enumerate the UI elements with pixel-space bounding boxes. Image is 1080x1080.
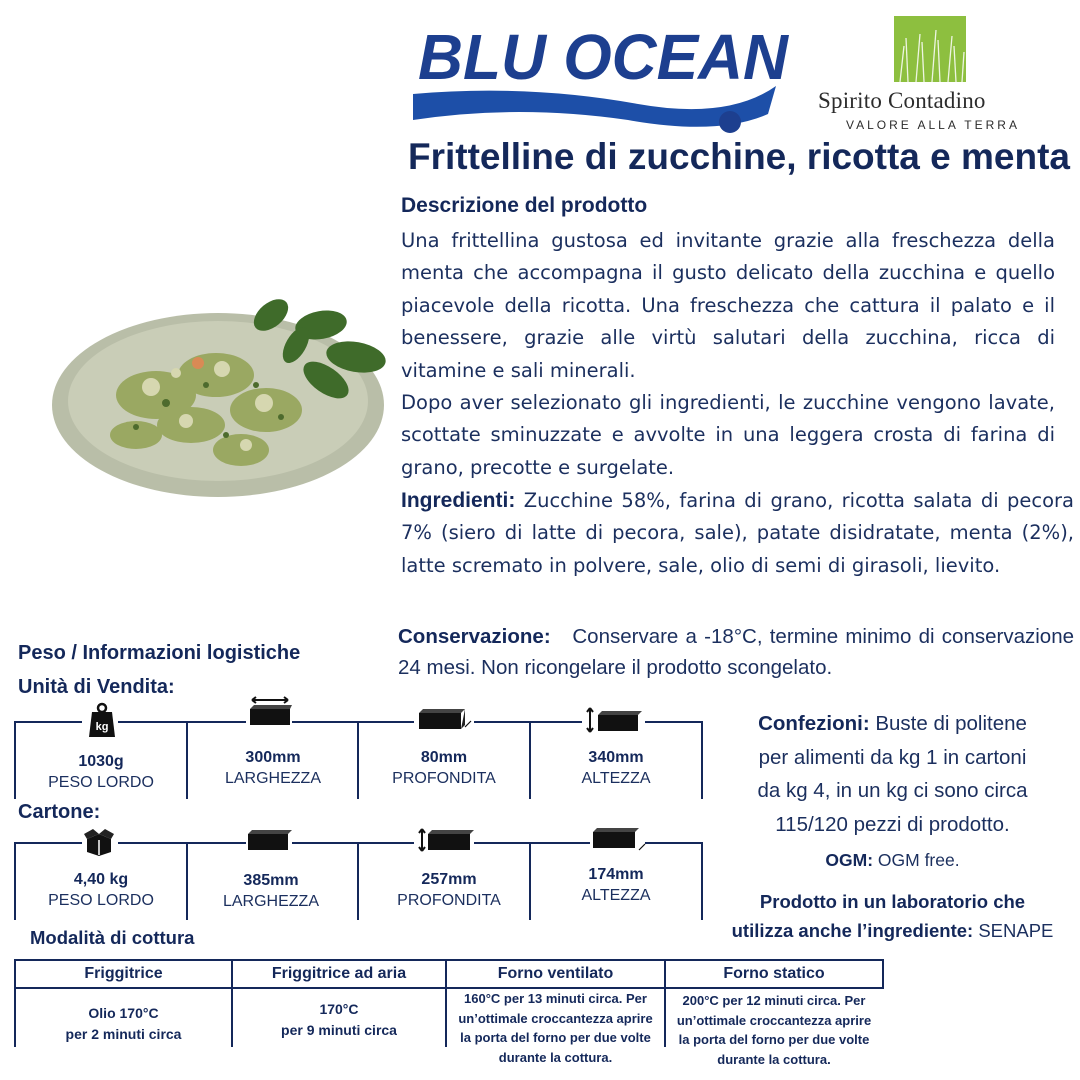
description-heading: Descrizione del prodotto [401, 194, 648, 217]
unit-height-label: ALTEZZA [581, 770, 651, 787]
unit-weight-value: 1030g [78, 753, 124, 770]
carton-height-value: 174mm [588, 866, 644, 883]
cooking-fryer-text [16, 1003, 231, 1045]
cooking-heading: Modalità di cottura [30, 927, 195, 948]
partner-name: Spirito Contadino [818, 88, 986, 113]
carton-width-label: LARGHEZZA [222, 893, 319, 910]
cooking-static-oven-line-1: 200°C per 12 minuti circa. Per [682, 993, 866, 1008]
ogm-label: OGM: [825, 850, 874, 870]
packaging-label: Confezioni: [758, 712, 870, 735]
allergen-value: SENAPE [978, 920, 1054, 941]
width-box-icon [246, 828, 292, 852]
cooking-table [14, 959, 884, 1067]
cooking-static-oven-line-3: la porta del forno per due volte [678, 1032, 870, 1047]
carton-weight-cell [16, 870, 186, 912]
unit-height-cell [531, 748, 701, 790]
unit-weight-cell [16, 752, 186, 794]
lab-line-2: utilizza anche l’ingrediente: [731, 920, 974, 941]
cooking-fan-oven-line-4: durante la cottura. [498, 1049, 613, 1065]
packaging-line-4: 115/120 pezzi di prodotto. [775, 812, 1010, 836]
cooking-air-fryer-line-1: 170°C [319, 1001, 359, 1017]
partner-tagline: VALORE ALLA TERRA [846, 118, 1020, 132]
unit-height-value: 340mm [588, 749, 644, 766]
svg-text:kg: kg [95, 721, 109, 733]
carton-weight-label: PESO LORDO [48, 892, 154, 909]
cooking-fryer-line-2: per 2 minuti circa [65, 1026, 182, 1042]
carton-width-value: 385mm [243, 872, 299, 889]
conservation-label: Conservazione: [398, 625, 551, 648]
carton-height-label: ALTEZZA [581, 887, 651, 904]
cooking-fan-oven-text [447, 989, 664, 1067]
cooking-air-fryer-text [233, 999, 445, 1041]
width-box-icon [248, 694, 292, 728]
description-text [401, 225, 1055, 484]
weight-icon [88, 702, 116, 738]
packaging-line-3: da kg 4, in un kg ci sono circa [757, 779, 1028, 802]
ogm-info [725, 850, 1060, 871]
cooking-static-oven-line-4: durante la cottura. [717, 1051, 831, 1067]
unit-width-value: 300mm [245, 749, 301, 766]
cooking-header-air-fryer: Friggitrice ad aria [271, 965, 407, 982]
carton-depth-cell [364, 870, 534, 912]
unit-heading: Unità di Vendita: [18, 676, 175, 698]
product-plate-image [26, 285, 406, 505]
open-box-icon [84, 826, 114, 856]
carton-weight-value: 4,40 kg [73, 871, 129, 888]
height-box-icon [584, 705, 644, 735]
cooking-header-fryer: Friggitrice [84, 965, 163, 982]
height-box-icon [416, 826, 474, 854]
cooking-header-static-oven: Forno statico [723, 965, 825, 982]
cooking-fan-oven-line-1: 160°C per 13 minuti circa. Per [464, 991, 647, 1006]
ingredients [401, 485, 1074, 582]
ingredients-label: Ingredienti: [401, 489, 516, 512]
unit-weight-label: PESO LORDO [48, 774, 154, 791]
packaging-line-1: Buste di politene [875, 712, 1027, 735]
depth-box-icon [417, 707, 473, 731]
carton-depth-label: PROFONDITA [397, 892, 501, 909]
unit-depth-label: PROFONDITA [392, 770, 496, 787]
unit-width-label: LARGHEZZA [224, 770, 321, 787]
conservation [398, 621, 1074, 683]
cooking-fan-oven-line-3: la porta del forno per due volte [460, 1030, 651, 1045]
packaging-info [725, 707, 1060, 841]
logistics-heading: Peso / Informazioni logistiche [18, 642, 301, 664]
carton-depth-value: 257mm [421, 871, 477, 888]
ogm-value: OGM free. [877, 850, 960, 870]
unit-depth-value: 80mm [420, 749, 468, 766]
cooking-fryer-line-1: Olio 170°C [88, 1005, 159, 1021]
unit-depth-cell [359, 748, 529, 790]
lab-allergen-info [710, 887, 1075, 945]
carton-width-cell [186, 871, 356, 913]
ingredients-text: Zucchine 58%, farina di grano, ricotta salata di pecora 7% (siero di latte di pecora, sale), patate disidratate, menta (2%), latte scremato in polvere, sale, olio di semi di girasoli, lievito. [401, 489, 1075, 577]
lab-line-1: Prodotto in un laboratorio che [759, 891, 1026, 912]
cooking-fan-oven-line-2: un’ottimale croccantezza aprire [458, 1010, 653, 1026]
conservation-text: Conservare a -18°C, termine minimo di conservazione 24 mesi. Non ricongelare il prodotto scongelato. [398, 625, 1074, 679]
depth-box-icon [591, 826, 647, 854]
cooking-header-fan-oven: Forno ventilato [497, 965, 614, 982]
blu-ocean-wordmark: BLU OCEAN [418, 24, 790, 93]
carton-heading: Cartone: [18, 801, 101, 823]
packaging-line-2: per alimenti da kg 1 in cartoni [758, 745, 1027, 769]
cooking-air-fryer-line-2: per 9 minuti circa [281, 1022, 397, 1038]
description-paragraph-1: Una frittellina gustosa ed invitante grazie alla freschezza della menta che accompagna il gusto delicato della zucchina e quello piacevole della ricotta. Una freschezza che cattura il palato e il benessere, grazie alle virtù salutari della zucchina, ricca di vitamine e sali minerali. [401, 229, 1055, 382]
blu-ocean-logo [408, 24, 793, 134]
unit-width-cell [188, 748, 358, 790]
spirito-contadino-logo [812, 16, 1052, 134]
carton-height-cell [531, 865, 701, 907]
description-paragraph-2: Dopo aver selezionato gli ingredienti, le zucchine vengono lavate, scottate sminuzzate e avvolte in una leggera crosta di farina di grano, precotte e surgelate. [401, 391, 1055, 479]
grass-icon [894, 16, 966, 82]
product-title: Frittelline di zucchine, ricotta e menta [407, 136, 1070, 177]
cooking-static-oven-text [666, 991, 882, 1069]
cooking-static-oven-line-2: un’ottimale croccantezza aprire [676, 1012, 872, 1028]
